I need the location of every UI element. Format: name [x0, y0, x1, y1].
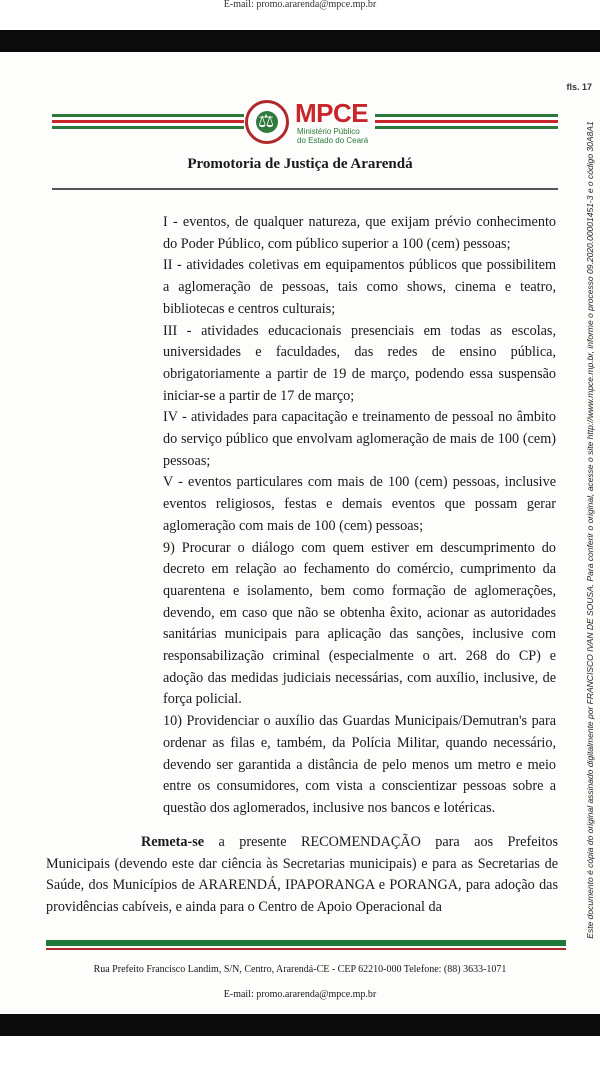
header-stripe-green-left	[52, 114, 244, 117]
mpce-emblem-icon: ⚖	[245, 100, 289, 144]
header-stripe-green-left-2	[52, 126, 244, 129]
list-item: IV - atividades para capacitação e treinamento de pessoal no âmbito do serviço público que envolvam aglomeração de mais de 100 (cem) pessoas;	[163, 409, 556, 469]
logo-subtitle: Ministério Público do Estado do Ceará	[297, 127, 369, 145]
logo-brand: MPCE	[295, 98, 369, 128]
header-stripe-green-right-2	[375, 126, 558, 129]
top-black-band	[0, 30, 600, 52]
header-stripe-red-left	[52, 120, 244, 123]
page-number: fls. 17	[566, 82, 592, 92]
list-item: I - eventos, de qualquer natureza, que exijam prévio conhecimento do Poder Público, com público superior a 100 (cem) pessoas;	[163, 214, 556, 252]
list-item: III - atividades educacionais presenciais em todas as escolas, universidades e faculdades, das redes de ensino pública, obrigatoriamente a partir de 19 de março, podendo essa suspensão iniciar-se a partir de 17 de março;	[163, 322, 556, 404]
footer-stripe-green	[46, 940, 566, 946]
list-item: II - atividades coletivas em equipamentos públicos que possibilitem a aglomeração de pessoas, tais como shows, cinema e teatro, bibliotecas e centros culturais;	[163, 257, 556, 317]
header-stripe-green-right	[375, 114, 558, 117]
mpce-logo	[245, 98, 385, 146]
footer-email: E-mail: promo.ararenda@mpce.mp.br	[223, 989, 377, 1000]
list-item: 10) Providenciar o auxílio das Guardas Municipais/Demutran's para ordenar as filas e, também, da Polícia Militar, quando necessário, devendo ser garantida a distância de pelo menos um metro e meio entre os consumidores, com vista a conscientizar pessoas sobre a questão dos aglomerados, inclusive nos bancos e lotéricas.	[163, 713, 556, 816]
closing-paragraph	[46, 832, 558, 919]
footer-address: Rua Prefeito Francisco Landim, S/N, Centro, Ararendá-CE - CEP 62210-000 Telefone: (88) 3633-1071	[93, 964, 507, 975]
document-page	[0, 52, 600, 1014]
closing-text: a presente RECOMENDAÇÃO para aos Prefeitos Municipais (devendo este dar ciência às Secretarias municipais) e para as Secretarias de Saúde, dos Municípios de ARARENDÁ, IPAPORANGA e PORANGA, para adoção das providências cabíveis, e ainda para o Centro de Apoio Operacional da	[46, 834, 558, 916]
header-stripe-red-right	[375, 120, 558, 123]
bottom-black-band	[0, 1014, 600, 1036]
list-item: 9) Procurar o diálogo com quem estiver em descumprimento do decreto em relação ao fechamento do comércio, cumprimento da quarentena e isolamento, bem como formação de aglomerações, devendo, em caso que não se obtenha êxito, acionar as autoridades sanitárias municipais para aplicação das sanções, inclusive com responsabilização criminal (especialmente o art. 268 do CP) e adoção das medidas judiciais necessárias, com auxílio, inclusive, de força policial.	[163, 539, 556, 708]
office-title: Promotoria de Justiça de Ararendá	[187, 156, 413, 172]
list-item: V - eventos particulares com mais de 100 (cem) pessoas, inclusive eventos religiosos, festas e demais eventos que possam gerar aglomeração com mais de 100 (cem) pessoas;	[163, 474, 556, 534]
recommendation-items	[163, 212, 556, 820]
digital-signature-note: Este documento é cópia do original assinado digitalmente por FRANCISCO IVAN DE SOUSA. Para conferir o original, acesse o site http://www.mpce.mp.br, informe o processo 09.2020.00001451-3 e o código 30A8A1	[585, 121, 595, 939]
closing-lead: Remeta-se	[141, 834, 205, 850]
top-email: E-mail: promo.ararenda@mpce.mp.br	[223, 0, 377, 10]
header-rule	[52, 188, 558, 190]
footer-stripe-red	[46, 948, 566, 950]
